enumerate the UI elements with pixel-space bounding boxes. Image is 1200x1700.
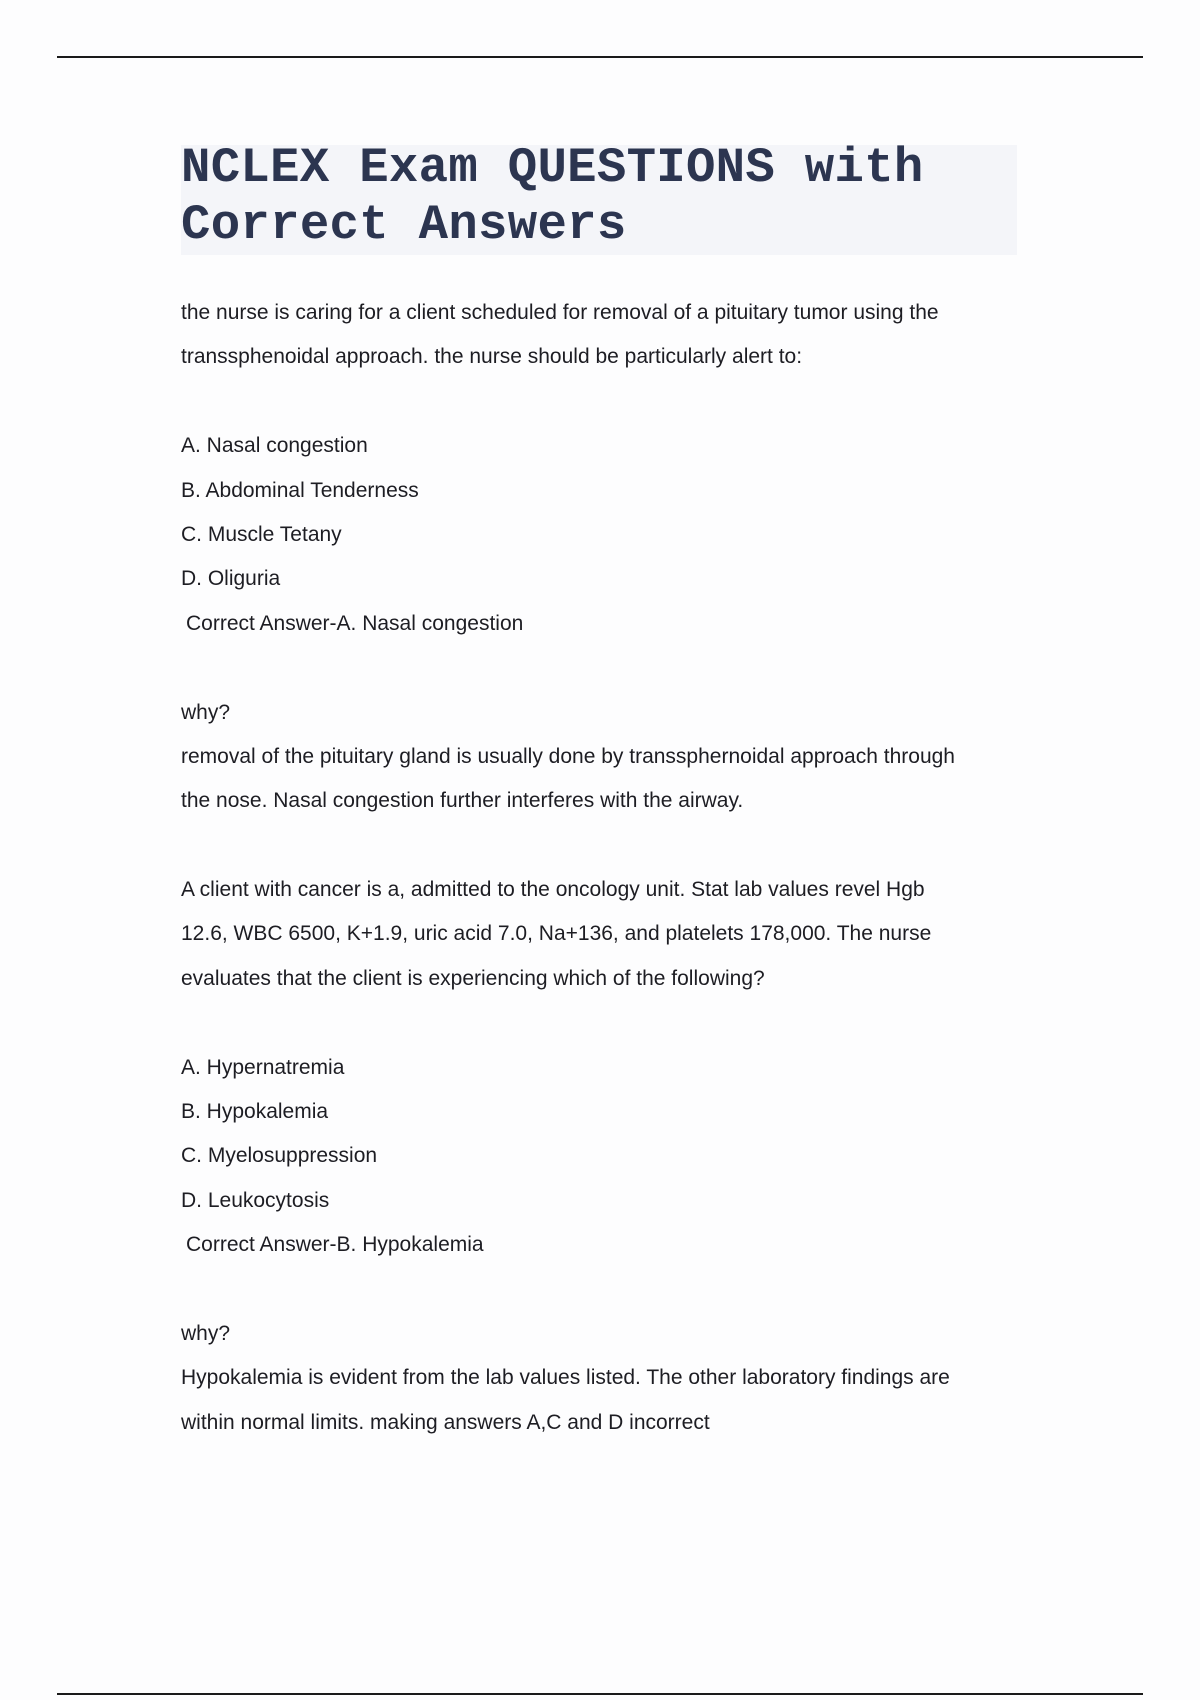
question-1: [181, 291, 1031, 824]
title-line-2: Correct Answers: [181, 197, 627, 253]
answer-option: A. Hypernatremia: [181, 1055, 345, 1079]
answer-option: D. Oliguria: [181, 567, 281, 591]
spacer: [181, 1268, 1031, 1312]
explanation-line: removal of the pituitary gland is usually done by transsphernoidal approach through: [181, 744, 955, 768]
answer-option: C. Myelosuppression: [181, 1144, 378, 1168]
question-stem-line: the nurse is caring for a client scheduled for removal of a pituitary tumor using the: [181, 301, 939, 324]
footer-rule: [57, 1693, 1143, 1695]
document-body: [181, 291, 1031, 1445]
explanation-line: within normal limits. making answers A,C and D incorrect: [181, 1410, 710, 1434]
answer-option: C. Muscle Tetany: [181, 522, 342, 546]
answer-option: D. Leukocytosis: [181, 1188, 330, 1212]
spacer: [181, 380, 1031, 424]
explanation-line: Hypokalemia is evident from the lab values listed. The other laboratory findings are: [181, 1366, 950, 1390]
header-rule: [57, 56, 1143, 58]
answer-option: B. Hypokalemia: [181, 1100, 329, 1124]
question-stem-line: A client with cancer is a, admitted to the oncology unit. Stat lab values revel Hgb: [181, 878, 925, 902]
question-stem-line: evaluates that the client is experiencing which of the following?: [181, 966, 765, 990]
question-2: [181, 868, 1031, 1445]
correct-answer: Correct Answer-B. Hypokalemia: [186, 1233, 484, 1257]
answer-option: A. Nasal congestion: [181, 434, 368, 458]
spacer: [181, 824, 1031, 868]
why-label: why?: [181, 1321, 231, 1345]
document-title: [181, 140, 1011, 254]
correct-answer: Correct Answer-A. Nasal congestion: [186, 611, 524, 635]
why-label: why?: [181, 700, 231, 724]
question-stem-line: transsphenoidal approach. the nurse should be particularly alert to:: [181, 345, 803, 369]
spacer: [181, 1001, 1031, 1045]
spacer: [181, 646, 1031, 690]
answer-option: B. Abdominal Tenderness: [181, 478, 419, 502]
title-line-1: NCLEX Exam QUESTIONS with: [181, 140, 924, 196]
explanation-line: the nose. Nasal congestion further interferes with the airway.: [181, 789, 744, 813]
question-stem-line: 12.6, WBC 6500, K+1.9, uric acid 7.0, Na+136, and platelets 178,000. The nurse: [181, 922, 932, 946]
